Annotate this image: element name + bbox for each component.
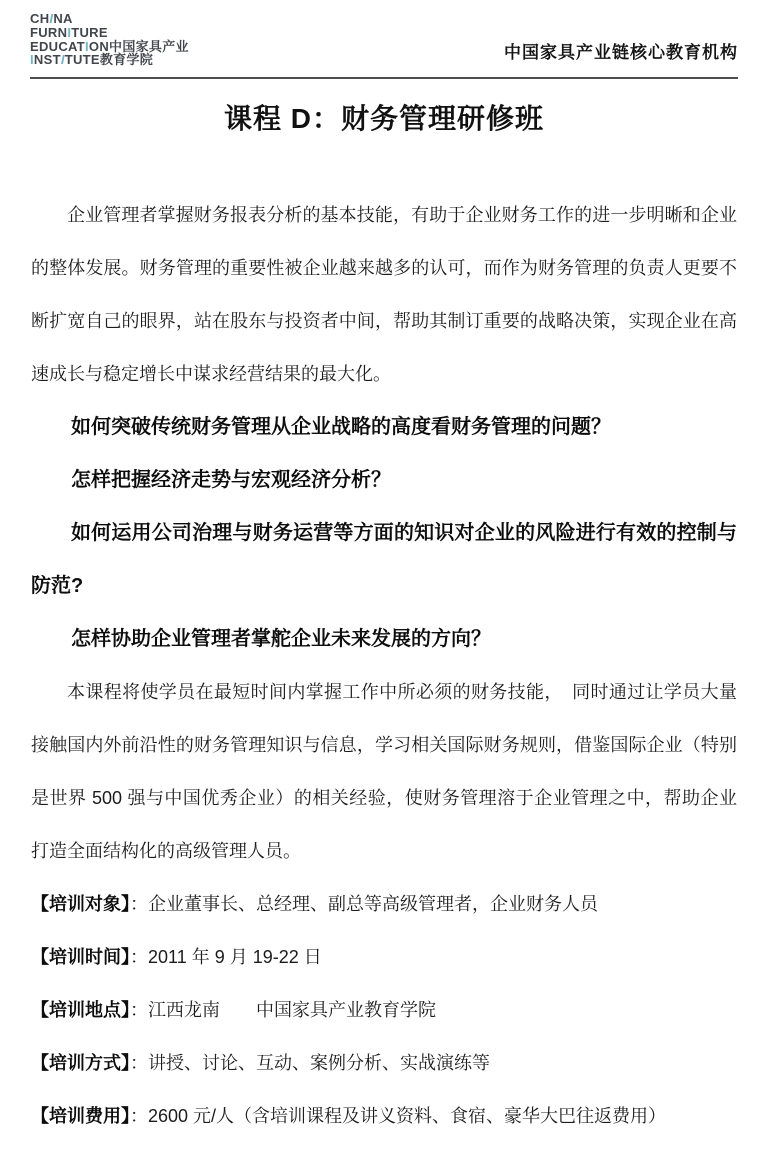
logo-segment: EDUCAT <box>30 38 85 54</box>
info-line <box>31 1037 737 1090</box>
logo-segment: I <box>49 11 54 26</box>
info-label: 【培训地点】 <box>31 1000 130 1021</box>
logo-segment: TUTE <box>64 52 100 68</box>
info-label: 【培训方式】 <box>31 1053 130 1074</box>
info-value: ：江西龙南 中国家具产业教育学院 <box>130 1000 436 1021</box>
question-line: 怎样把握经济走势与宏观经济分析？ <box>71 469 391 492</box>
question-line: 如何运用公司治理与财务运营等方面的知识对企业的风险进行有效的控制与防范? <box>31 522 737 598</box>
page-header <box>0 0 768 79</box>
info-value: ：讲授、讨论、互动、案例分析、实战演练等 <box>130 1053 490 1074</box>
body-paragraph: 企业管理者掌握财务报表分析的基本技能，有助于企业财务工作的进一步明晰和企业的整体发展。财务管理的重要性被企业越来越多的认可，而作为财务管理的负责人更要不断扩宽自己的眼界，站在股东与投资者中间，帮助其制订重要的战略决策，实现企业在高速成长与稳定增长中谋求经营结果的最大化。 <box>31 205 737 385</box>
info-value: ：2011 年 9 月 19-22 日 <box>130 947 322 968</box>
info-label: 【培训时间】 <box>31 947 130 968</box>
body-paragraph: 本课程将使学员在最短时间内掌握工作中所必须的财务技能， 同时通过让学员大量接触国内外前沿性的财务管理知识与信息，学习相关国际财务规则，借鉴国际企业（特别是世界 500 强与中国优秀企业）的相关经验，使财务管理溶于企业管理之中，帮助企业打造全面结构化的高级管理人员。 <box>31 682 737 862</box>
logo-segment: CH <box>30 11 50 26</box>
info-line <box>31 1090 737 1143</box>
document-body <box>31 189 737 1143</box>
header-divider <box>30 77 738 79</box>
question-line: 如何突破传统财务管理从企业战略的高度看财务管理的问题？ <box>71 416 611 439</box>
logo <box>30 12 189 67</box>
question-line: 怎样协助企业管理者掌舵企业未来发展的方向？ <box>71 628 491 651</box>
logo-line <box>30 40 189 54</box>
header-tagline: 中国家具产业链核心教育机构 <box>504 43 738 63</box>
logo-segment: 中国家具产业 <box>109 38 189 54</box>
logo-segment: ON <box>88 38 110 54</box>
logo-segment: I <box>30 52 34 68</box>
info-value: ：2600 元/人（含培训课程及讲义资料、食宿、豪华大巴往返费用） <box>130 1106 667 1127</box>
course-title: 课程 D：财务管理研修班 <box>223 103 544 135</box>
logo-line <box>30 26 189 40</box>
info-label: 【培训费用】 <box>31 1106 130 1127</box>
logo-segment: 教育学院 <box>99 52 154 68</box>
logo-segment: I <box>85 38 89 54</box>
logo-segment: FURN <box>30 24 68 40</box>
logo-segment: TURE <box>71 24 108 40</box>
header-row <box>30 12 738 67</box>
info-value: ：企业董事长、总经理、副总等高级管理者，企业财务人员 <box>130 894 598 915</box>
info-line <box>31 984 737 1037</box>
info-line <box>31 931 737 984</box>
logo-line <box>30 12 189 26</box>
info-label: 【培训对象】 <box>31 894 130 915</box>
logo-segment: NST <box>33 52 61 68</box>
logo-segment: I <box>67 24 72 40</box>
logo-line <box>30 53 189 67</box>
info-line <box>31 878 737 931</box>
logo-segment: NA <box>53 11 73 26</box>
logo-segment: I <box>60 52 65 68</box>
